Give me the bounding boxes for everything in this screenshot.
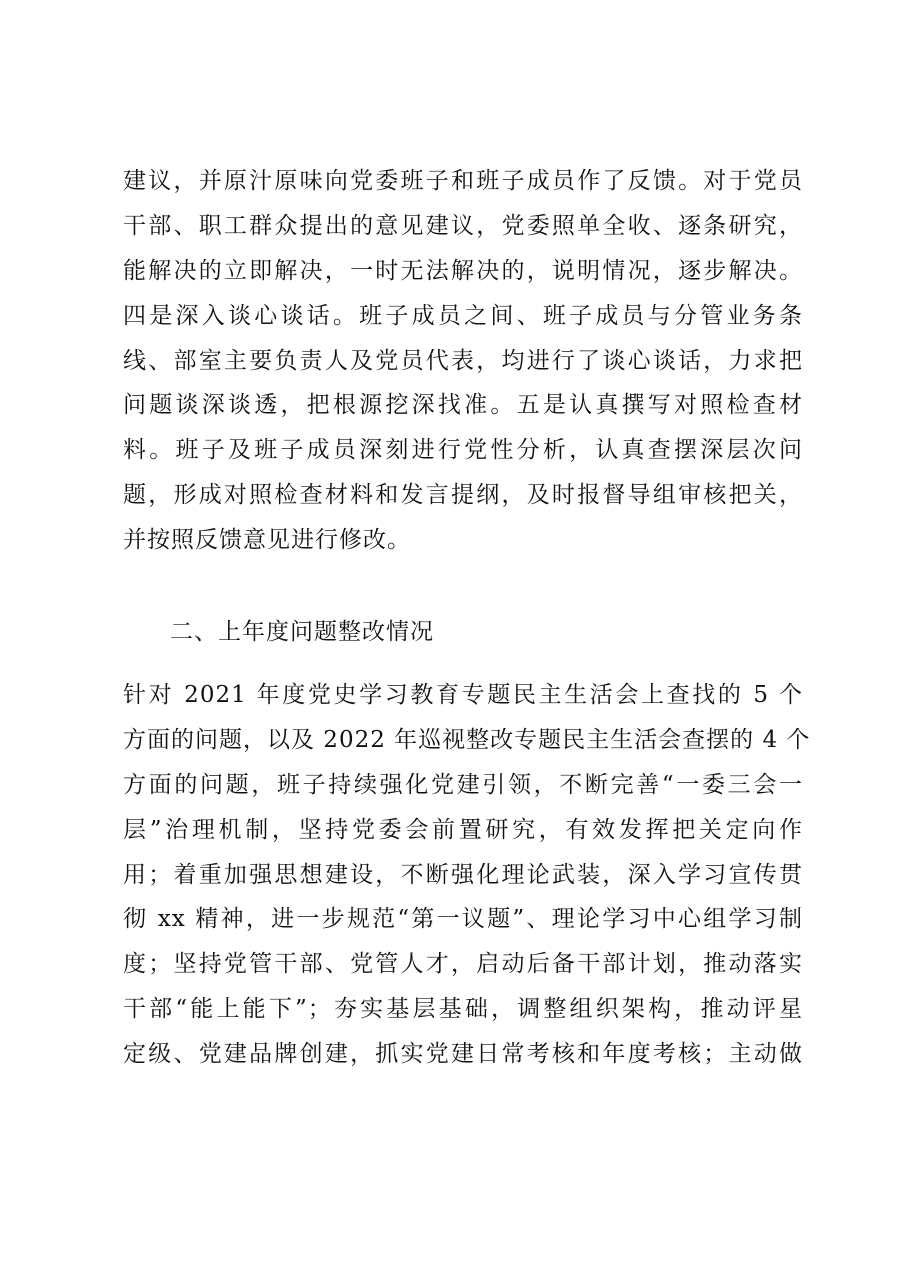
- paragraph-feedback-and-talks: [123, 159, 803, 563]
- paragraph-line: 问题谈深谈透，把根源挖深找准。五是认真撰写对照检查材: [123, 392, 803, 419]
- paragraph-line: 线、部室主要负责人及党员代表，均进行了谈心谈话，力求把: [123, 347, 803, 374]
- paragraph-rectification: [123, 673, 811, 1077]
- paragraph-line: 层”治理机制，坚持党委会前置研究，有效发挥把关定向作: [123, 816, 803, 843]
- paragraph-line: 用；着重加强思想建设，不断强化理论武装，深入学习宣传贯: [123, 861, 803, 888]
- section-heading: 二、上年度问题整改情况: [170, 619, 434, 645]
- paragraph-line: 针对 2021 年度党史学习教育专题民主生活会上查找的 5 个: [123, 682, 803, 708]
- paragraph-line: 彻 xx 精神，进一步规范“第一议题”、理论学习中心组学习制: [123, 906, 803, 933]
- paragraph-line: 四是深入谈心谈话。班子成员之间、班子成员与分管业务条: [123, 302, 803, 329]
- paragraph-line: 料。班子及班子成员深刻进行党性分析，认真查摆深层次问: [123, 437, 803, 464]
- paragraph-line: 干部、职工群众提出的意见建议，党委照单全收、逐条研究，: [123, 212, 803, 239]
- paragraph-line: 方面的问题，班子持续强化党建引领，不断完善“一委三会一: [123, 771, 803, 798]
- paragraph-line: 度；坚持党管干部、党管人才，启动后备干部计划，推动落实: [123, 951, 803, 978]
- paragraph-line: 题，形成对照检查材料和发言提纲，及时报督导组审核把关，: [123, 482, 803, 509]
- paragraph-line: 建议，并原汁原味向党委班子和班子成员作了反馈。对于党员: [123, 168, 803, 194]
- paragraph-line: 能解决的立即解决，一时无法解决的，说明情况，逐步解决。: [123, 257, 803, 284]
- paragraph-line: 定级、党建品牌创建，抓实党建日常考核和年度考核；主动做: [123, 1041, 803, 1068]
- paragraph-line: 干部“能上能下”；夯实基层基础，调整组织架构，推动评星: [123, 996, 803, 1023]
- paragraph-line: 并按照反馈意见进行修改。: [123, 527, 411, 554]
- paragraph-line: 方面的问题，以及 2022 年巡视整改专题民主生活会查摆的 4 个: [123, 726, 811, 753]
